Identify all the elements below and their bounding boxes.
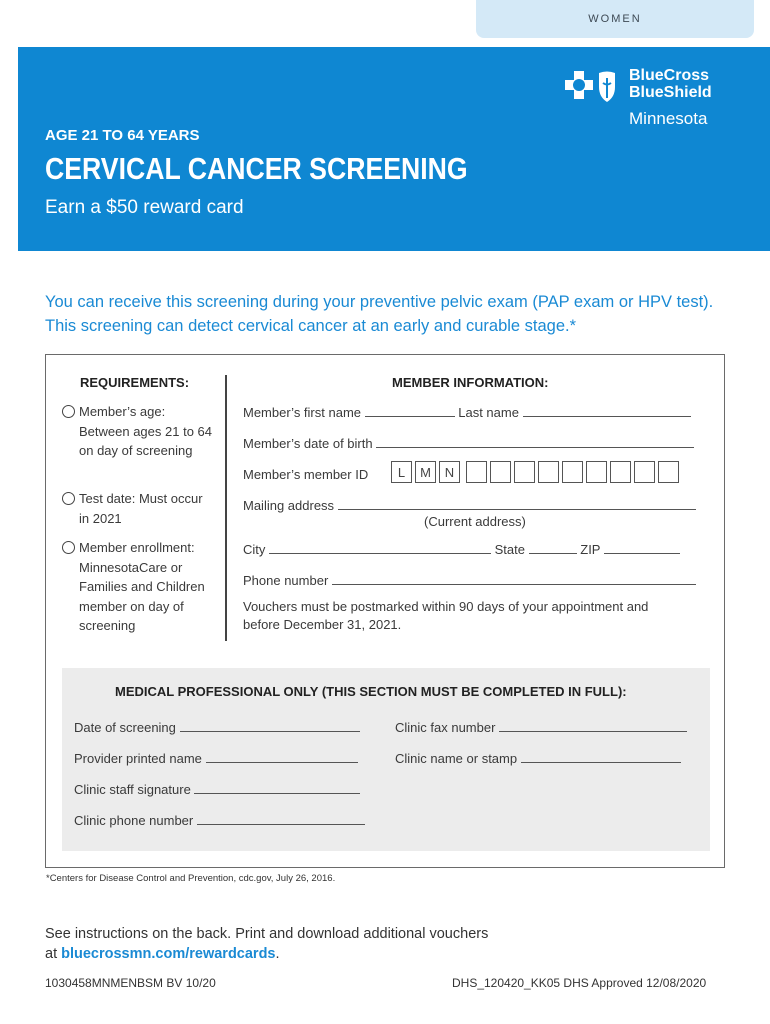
requirement-item: Member enrollment: MinnesotaCare or Families and Children member on day of screening: [62, 538, 219, 636]
mailing-address-field[interactable]: Mailing address: [243, 498, 696, 513]
checkbox-circle-icon[interactable]: [62, 541, 75, 554]
audience-tab: WOMEN: [476, 0, 754, 38]
screening-date-field[interactable]: Date of screening: [74, 720, 360, 735]
checkbox-circle-icon[interactable]: [62, 492, 75, 505]
cross-shield-icon: [563, 69, 625, 109]
requirement-item: Test date: Must occur in 2021: [62, 489, 209, 528]
staff-signature-field[interactable]: Clinic staff signature: [74, 782, 360, 797]
requirements-heading: REQUIREMENTS:: [80, 375, 190, 390]
dob-field[interactable]: Member’s date of birth: [243, 436, 694, 451]
age-range: AGE 21 TO 64 YEARS: [45, 127, 200, 144]
clinic-phone-field[interactable]: Clinic phone number: [74, 813, 365, 828]
member-id-field[interactable]: L M N: [391, 461, 679, 483]
voucher-note: Vouchers must be postmarked within 90 days of your appointment and before December 31, 2021.: [243, 599, 649, 632]
reward-cards-link[interactable]: bluecrossmn.com/rewardcards: [61, 946, 276, 962]
requirement-item: Member’s age: Between ages 21 to 64 on day of screening: [62, 402, 219, 461]
instructions-text: See instructions on the back. Print and download additional vouchers at bluecrossmn.com/rewardcards.: [45, 926, 489, 962]
checkbox-circle-icon[interactable]: [62, 405, 75, 418]
city-state-zip-field[interactable]: City State ZIP: [243, 542, 680, 557]
page-subtitle: Earn a $50 reward card: [45, 197, 244, 218]
header-banner: [18, 47, 770, 251]
bcbs-logo: [563, 65, 753, 135]
form-code-left: 1030458MNMENBSM BV 10/20: [45, 976, 216, 990]
logo-line2: BlueShield: [629, 84, 712, 101]
intro-text: You can receive this screening during your preventive pelvic exam (PAP exam or HPV test). This screening can detect cervical cancer at an early and curable stage.*: [45, 293, 714, 335]
provider-name-field[interactable]: Provider printed name: [74, 751, 358, 766]
clinic-stamp-field[interactable]: Clinic name or stamp: [395, 751, 681, 766]
current-address-hint: (Current address): [424, 514, 526, 529]
first-name-field[interactable]: Member’s first name Last name: [243, 405, 691, 420]
member-info-heading: MEMBER INFORMATION:: [392, 375, 549, 390]
column-divider: [225, 375, 227, 641]
form-code-right: DHS_120420_KK05 DHS Approved 12/08/2020: [452, 976, 707, 990]
logo-line1: BlueCross: [629, 67, 710, 84]
clinic-fax-field[interactable]: Clinic fax number: [395, 720, 687, 735]
page-title: CERVICAL CANCER SCREENING: [45, 151, 468, 186]
logo-region: Minnesota: [629, 109, 708, 128]
logo-wordmark: [629, 67, 712, 101]
phone-field[interactable]: Phone number: [243, 573, 696, 588]
footnote: *Centers for Disease Control and Prevention, cdc.gov, July 26, 2016.: [46, 873, 336, 884]
member-id-label: Member’s member ID: [243, 467, 369, 482]
medical-heading: MEDICAL PROFESSIONAL ONLY (THIS SECTION MUST BE COMPLETED IN FULL):: [115, 684, 627, 699]
